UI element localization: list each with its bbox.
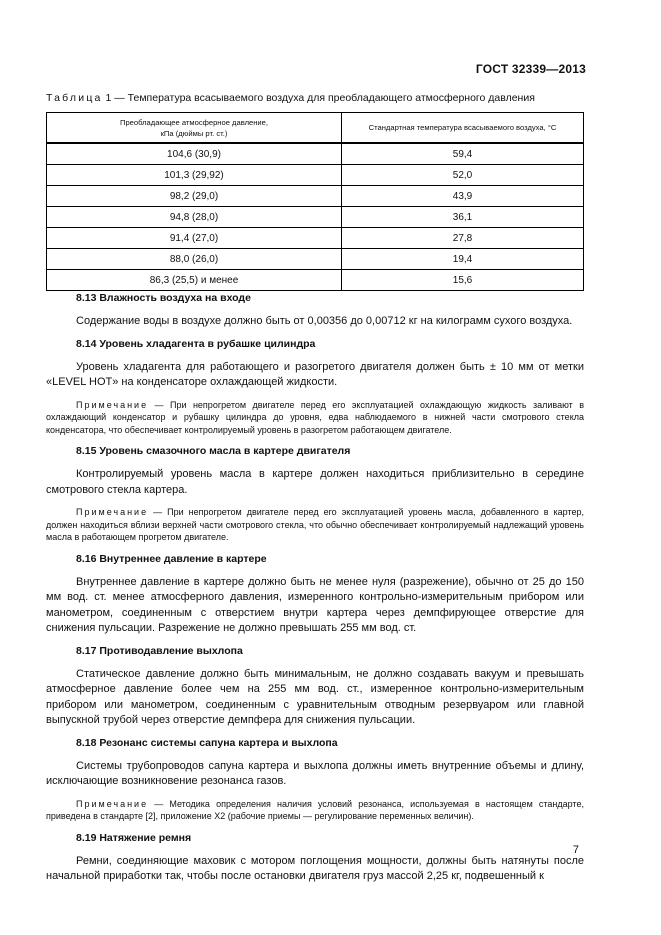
note-8-14: [46, 399, 584, 437]
pressure-cell: 98,2 (29,0): [47, 186, 342, 207]
section-text-8-16: Внутреннее давление в картере должно быть не менее нуля (разрежение), обычно от 25 до 150 мм вод. ст. менее атмосферного давления, измеренного контрольно-измерительным прибором или манометром, соединенным с отверстием внутри картера через демпфирующее отверстие для снижения пульсации. Разрежение не должно превышать 255 мм вод. ст.: [46, 575, 584, 634]
section-text-8-13: Содержание воды в воздухе должно быть от 0,00356 до 0,00712 кг на килограмм сухого воздуха.: [76, 315, 573, 327]
table-row: [47, 186, 584, 207]
note-label: Примечание: [76, 507, 149, 517]
temperature-cell: 43,9: [342, 186, 584, 207]
table-row: [47, 165, 584, 186]
column-header-temperature: Стандартная температура всасываемого воздуха, °С: [342, 113, 584, 144]
pressure-cell: 86,3 (25,5) и менее: [47, 270, 342, 291]
section-title-8-19: 8.19 Натяжение ремня: [76, 831, 192, 844]
table-row: [47, 207, 584, 228]
document-body: [46, 292, 584, 893]
note-text: — При непрогретом двигателе перед его эксплуатацией уровень масла, добавленного в картер, должен находиться вблизи верхней части смотрового стекла, что обычно обеспечивает контролируемый надлежащий уровень масла в работающем прогретом двигателе.: [46, 507, 584, 542]
column-header-pressure: [47, 113, 342, 144]
note-text: — При непрогретом двигателе перед его эксплуатацией охлаждающую жидкость заливают в охлаждающий конденсатор и рубашку цилиндра до уровня, едва наблюдаемого в нижней части смотрового стекла конденсатора, что обеспечивает контролируемый уровень в разогретом работающем двигателе.: [46, 399, 584, 435]
temperature-cell: 52,0: [342, 165, 584, 186]
table-row: [47, 143, 584, 165]
table-caption-label: Таблица: [46, 92, 103, 104]
pressure-cell: 104,6 (30,9): [47, 143, 342, 165]
table-row: [47, 249, 584, 270]
temperature-cell: 59,4: [342, 143, 584, 165]
standard-code: ГОСТ 32339—2013: [475, 62, 586, 76]
section-title-8-18: 8.18 Резонанс системы сапуна картера и выхлопа: [76, 736, 338, 749]
note-8-18: [46, 798, 584, 823]
temperature-cell: 36,1: [342, 207, 584, 228]
note-8-15: [46, 506, 584, 544]
pressure-cell: 91,4 (27,0): [47, 228, 342, 249]
section-text-8-19: Ремни, соединяющие маховик с мотором поглощения мощности, должны быть натянуты после начальной приработки так, чтобы после остановки двигателя груз массой 2,25 кг, подвешенный к: [46, 854, 584, 882]
pressure-cell: 101,3 (29,92): [47, 165, 342, 186]
temperature-cell: 27,8: [342, 228, 584, 249]
temperature-cell: 19,4: [342, 249, 584, 270]
section-text-8-14: Уровень хладагента для работающего и разогретого двигателя должен быть ± 10 мм от метки «LEVEL HOT» на конденсаторе охлаждающей жидкости.: [46, 360, 584, 388]
section-title-8-17: 8.17 Противодавление выхлопа: [76, 644, 243, 657]
note-label: Примечание: [76, 798, 149, 809]
column-header-pressure-line1: Преобладающее атмосферное давление,: [119, 117, 268, 127]
column-header-pressure-line2: кПа (дюймы рт. ст.): [160, 128, 228, 138]
section-title-8-14: 8.14 Уровень хладагента в рубашке цилиндра: [76, 337, 316, 350]
pressure-cell: 88,0 (26,0): [47, 249, 342, 270]
temperature-cell: 15,6: [342, 270, 584, 291]
pressure-cell: 94,8 (28,0): [47, 207, 342, 228]
section-text-8-17: Статическое давление должно быть минимальным, не должно создавать вакуум и превышать атмосферное давление более чем на 255 мм вод. ст., измеренное контрольно-измерительным прибором или манометром, соединенным с уравнительным отводным резервуаром или главной выпускной трубой через отверстие демпфера для снижения пульсации.: [46, 667, 584, 726]
note-label: Примечание: [76, 399, 149, 410]
section-text-8-18: Системы трубопроводов сапуна картера и выхлопа должны иметь внутренние объемы и длину, исключающие возникновение резонанса газов.: [46, 759, 584, 787]
table-caption-text: 1 — Температура всасываемого воздуха для преобладающего атмосферного давления: [102, 92, 535, 104]
pressure-temperature-table: [46, 112, 584, 291]
table-row: [47, 270, 584, 291]
table-caption: [46, 92, 616, 104]
section-title-8-16: 8.16 Внутреннее давление в картере: [76, 552, 267, 565]
section-title-8-15: 8.15 Уровень смазочного масла в картере двигателя: [76, 445, 351, 457]
page-number: 7: [572, 844, 579, 856]
table-header-row: [47, 113, 584, 144]
note-text: — Методика определения наличия условий резонанса, используемая в настоящем стандарте, приведена в стандарте [2], приложение Х2 (рабочие приемы — регулирование переменных величин).: [46, 798, 584, 821]
table-row: [47, 228, 584, 249]
section-text-8-15: Контролируемый уровень масла в картере должен находиться приблизительно в середине смотрового стекла картера.: [46, 468, 584, 496]
section-title-8-13: 8.13 Влажность воздуха на входе: [76, 292, 251, 304]
